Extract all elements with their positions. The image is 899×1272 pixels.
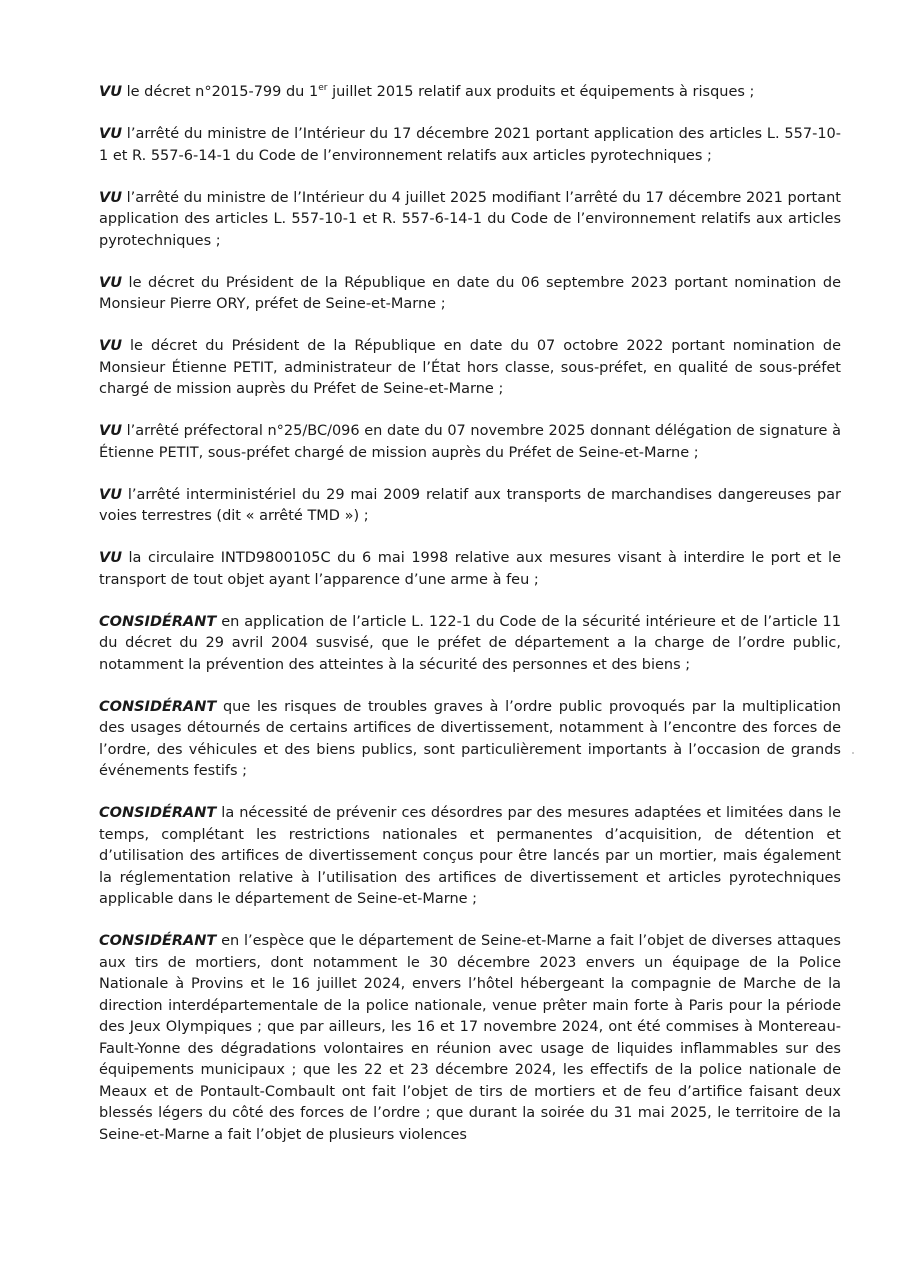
paragraph-vu-arrete-2021 xyxy=(99,124,841,167)
paragraph-text: l’arrêté du ministre de l’Intérieur du 4 juillet 2025 modifiant l’arrêté du 17 décembre 2021 portant application des articles L. 557-10-1 et R. 557-6-14-1 du Code de l’environnement relatifs aux articles pyrotechniques ; xyxy=(99,189,841,249)
document-page xyxy=(99,82,841,1167)
keyword-vu: VU xyxy=(99,423,122,439)
paragraph-text: la nécessité de prévenir ces désordres par des mesures adaptées et limitées dans le temps, complétant les restrictions nationales et permanentes d’acquisition, de détention et d’utilisation des artifices de divertissement conçus pour être lancés par un mortier, mais également la réglementation relative à l’utilisation des artifices de divertissement et articles pyrotechniques applicable dans le département de Seine-et-Marne ; xyxy=(99,805,841,907)
paragraph-text: la circulaire INTD9800105C du 6 mai 1998 relative aux mesures visant à interdire le port et le transport de tout objet ayant l’apparence d’une arme à feu ; xyxy=(99,550,841,588)
keyword-vu: VU xyxy=(99,338,122,354)
paragraph-vu-arrete-2025 xyxy=(99,188,841,253)
keyword-vu: VU xyxy=(99,126,122,142)
paragraph-vu-decret-sous-prefet xyxy=(99,336,841,401)
keyword-vu: VU xyxy=(99,274,122,291)
keyword-vu: VU xyxy=(99,486,122,503)
paragraph-text: juillet 2015 relatif aux produits et équipements à risques ; xyxy=(327,84,755,100)
keyword-vu: VU xyxy=(99,189,122,206)
paragraph-text: le décret du Président de la République en date du 07 octobre 2022 portant nomination de Monsieur Étienne PETIT, administrateur de l’État hors classe, sous-préfet, en qualité de sous-préfet chargé de mission auprès du Préfet de Seine-et-Marne ; xyxy=(99,338,841,397)
paragraph-vu-circulaire xyxy=(99,548,841,591)
paragraph-vu-decret-2015 xyxy=(99,82,841,104)
paragraph-text: le décret du Président de la République en date du 06 septembre 2023 portant nomination de Monsieur Pierre ORY, préfet de Seine-et-Marne ; xyxy=(99,274,841,312)
paragraph-text: en l’espèce que le département de Seine-et-Marne a fait l’objet de diverses attaques aux tirs de mortiers, dont notamment le 30 décembre 2023 envers un équipage de la Police Nationale à Provins et le 16 juillet 2024, envers l’hôtel hébergeant la compagnie de Marche de la direction interdépartementale de la police nationale, venue prêter main forte à Paris pour la période des Jeux Olympiques ; que par ailleurs, les 16 et 17 novembre 2024, ont été commises à Montereau-Fault-Yonne des dégradations volontaires en réunion avec usage de liquides inflammables sur des équipements municipaux ; que les 22 et 23 décembre 2024, les effectifs de la police nationale de Meaux et de Pontault-Combault ont fait l’objet de tirs de mortiers et de feu d’artifice faisant deux blessés légers du côté des forces de l’ordre ; que durant la soirée du 31 mai 2025, le territoire de la Seine-et-Marne a fait l’objet de plusieurs violences xyxy=(99,933,841,1143)
keyword-vu: VU xyxy=(99,550,122,566)
scan-speck xyxy=(852,752,854,754)
keyword-considerant: CONSIDÉRANT xyxy=(99,613,217,630)
keyword-vu: VU xyxy=(99,84,122,100)
paragraph-vu-delegation xyxy=(99,421,841,464)
keyword-considerant: CONSIDÉRANT xyxy=(99,805,217,821)
paragraph-vu-decret-prefet xyxy=(99,273,841,316)
paragraph-text: l’arrêté préfectoral n°25/BC/096 en date du 07 novembre 2025 donnant délégation de signature à Étienne PETIT, sous-préfet chargé de mission auprès du Préfet de Seine-et-Marne ; xyxy=(99,423,841,461)
paragraph-considerant-risques xyxy=(99,697,841,783)
paragraph-considerant-necessite xyxy=(99,803,841,911)
paragraph-text: que les risques de troubles graves à l’ordre public provoqués par la multiplication des usages détournés de certains artifices de divertissement, notamment à l’encontre des forces de l’ordre, des véhicules et des biens publics, sont particulièrement importants à l’occasion de grands événements festifs ; xyxy=(99,698,841,779)
paragraph-considerant-attaques xyxy=(99,931,841,1146)
superscript: er xyxy=(318,83,328,94)
paragraph-text: en application de l’article L. 122-1 du Code de la sécurité intérieure et de l’article 11 du décret du 29 avril 2004 susvisé, que le préfet de département a la charge de l’ordre public, notamment la prévention des atteintes à la sécurité des personnes et des biens ; xyxy=(99,613,841,673)
paragraph-text: le décret n°2015-799 du 1 xyxy=(122,84,319,100)
keyword-considerant: CONSIDÉRANT xyxy=(99,933,217,949)
paragraph-vu-arrete-tmd xyxy=(99,485,841,528)
paragraph-text: l’arrêté interministériel du 29 mai 2009 relatif aux transports de marchandises dangereuses par voies terrestres (dit « arrêté TMD ») ; xyxy=(99,486,841,524)
keyword-considerant: CONSIDÉRANT xyxy=(99,698,217,715)
paragraph-considerant-ordre-public xyxy=(99,612,841,677)
paragraph-text: l’arrêté du ministre de l’Intérieur du 17 décembre 2021 portant application des articles L. 557-10-1 et R. 557-6-14-1 du Code de l’environnement relatifs aux articles pyrotechniques ; xyxy=(99,126,841,164)
